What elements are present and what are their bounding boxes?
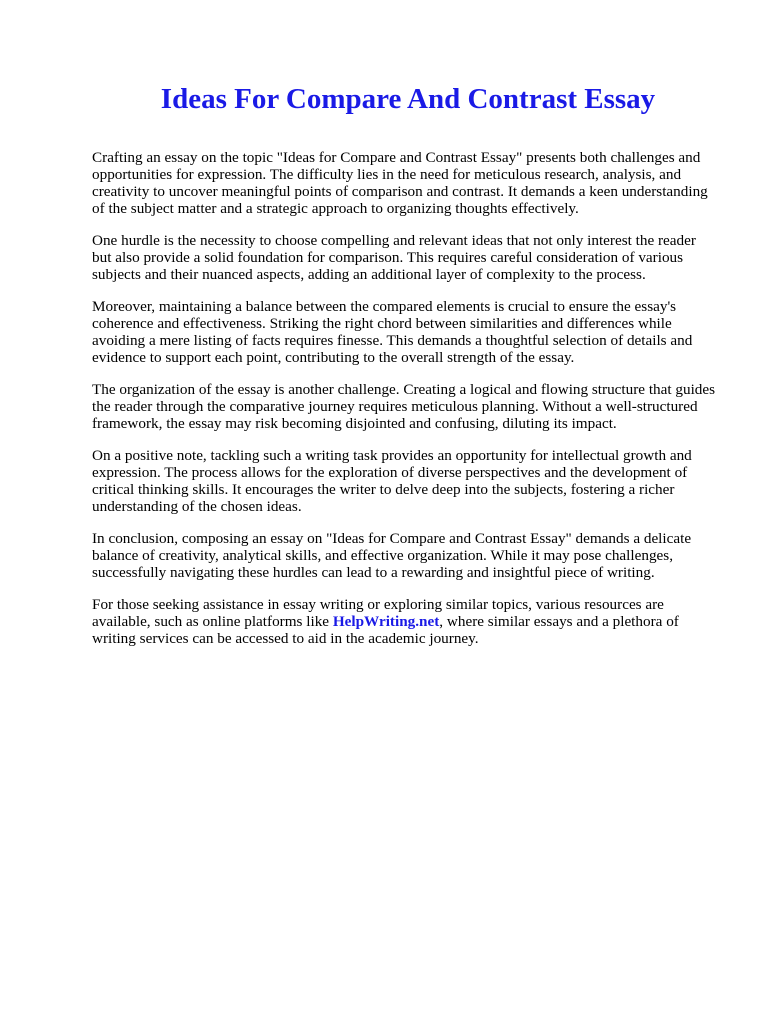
paragraph-conclusion: In conclusion, composing an essay on "Ideas for Compare and Contrast Essay" demands a delicate balance of creativity, analytical skills, and effective organization. While it may pose challenges, successfully navigating these hurdles can lead to a rewarding and insightful piece of writing. bbox=[92, 530, 692, 581]
paragraph-hurdle: One hurdle is the necessity to choose compelling and relevant ideas that not only interest the reader but also provide a solid foundation for comparison. This requires careful consideration of various subjects and their nuanced aspects, adding an additional layer of complexity to the process. bbox=[92, 232, 696, 283]
resources-text-after: , where similar essays and a plethora of writing services can be accessed to aid in the academic journey. bbox=[92, 613, 679, 647]
paragraph-positive: On a positive note, tackling such a writing task provides an opportunity for intellectual growth and expression. The process allows for the exploration of diverse perspectives and the development of critical thinking skills. It encourages the writer to delve deep into the subjects, fostering a richer understanding of the chosen ideas. bbox=[92, 447, 692, 515]
page-title: Ideas For Compare And Contrast Essay bbox=[160, 83, 656, 115]
paragraph-resources bbox=[92, 596, 716, 647]
paragraph-balance: Moreover, maintaining a balance between the compared elements is crucial to ensure the essay's coherence and effectiveness. Striking the right chord between similarities and differences while avoiding a mere listing of facts requires finesse. This demands a thoughtful selection of details and evidence to support each point, contributing to the overall strength of the essay. bbox=[92, 298, 693, 366]
helpwriting-link[interactable]: HelpWriting.net bbox=[332, 613, 440, 630]
paragraph-organization: The organization of the essay is another challenge. Creating a logical and flowing structure that guides the reader through the comparative journey requires meticulous planning. Without a well-structured framework, the essay may risk becoming disjointed and confusing, diluting its impact. bbox=[92, 381, 716, 432]
resources-text-before: For those seeking assistance in essay writing or exploring similar topics, various resources are available, such as online platforms like bbox=[92, 596, 664, 630]
paragraph-intro: Crafting an essay on the topic "Ideas for Compare and Contrast Essay" presents both challenges and opportunities for expression. The difficulty lies in the need for meticulous research, analysis, and creativity to uncover meaningful points of comparison and contrast. It demands a keen understanding of the subject matter and a strategic approach to organizing thoughts effectively. bbox=[92, 149, 708, 217]
